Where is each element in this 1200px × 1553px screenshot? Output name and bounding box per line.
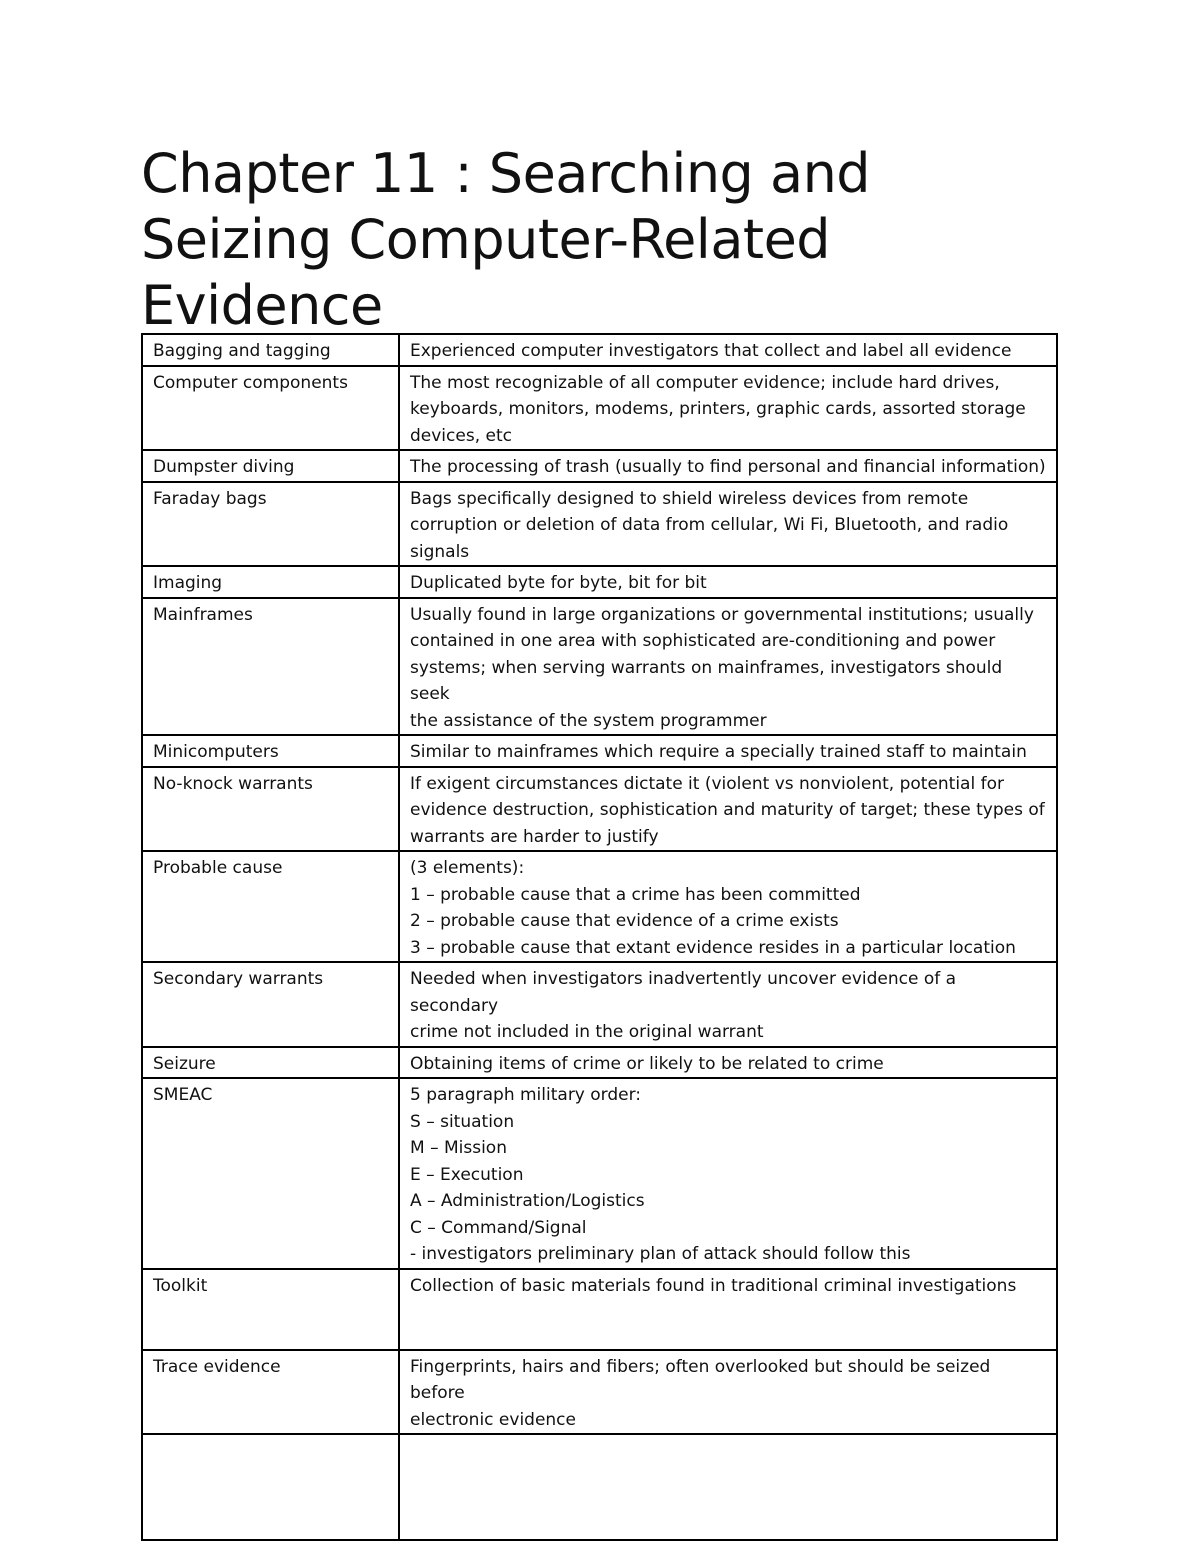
definition-cell: [399, 566, 1057, 598]
table-row: [142, 1047, 1057, 1079]
table-row: [142, 1350, 1057, 1435]
term-cell: Faraday bags: [142, 482, 399, 567]
table-row: [142, 767, 1057, 852]
term-cell: Dumpster diving: [142, 450, 399, 482]
table-row: [142, 735, 1057, 767]
term-cell: Imaging: [142, 566, 399, 598]
definition-cell: [399, 1350, 1057, 1435]
definition-cell: [399, 1047, 1057, 1079]
term-cell: Seizure: [142, 1047, 399, 1079]
term-cell: Bagging and tagging: [142, 334, 399, 366]
definition-line: the assistance of the system programmer: [410, 710, 767, 731]
definition-line: evidence destruction, sophistication and maturity of target; these types of: [410, 800, 1045, 820]
definition-line: Obtaining items of crime or likely to be related to crime: [410, 1053, 884, 1074]
definition-line: Bags specifically designed to shield wireless devices from remote: [410, 488, 969, 509]
definition-line: Similar to mainframes which require a specially trained staff to maintain: [410, 742, 1027, 762]
definition-cell: [399, 450, 1057, 482]
definition-cell: [399, 851, 1057, 962]
term-cell: Toolkit: [142, 1269, 399, 1350]
table-row: [142, 482, 1057, 567]
table-row: [142, 598, 1057, 736]
definition-line: A – Administration/Logistics: [410, 1191, 645, 1211]
term-cell: SMEAC: [142, 1078, 399, 1269]
term-cell: Minicomputers: [142, 735, 399, 767]
definition-line: Usually found in large organizations or governmental institutions; usually: [410, 604, 1034, 625]
definition-line: 1 – probable cause that a crime has been committed: [410, 884, 861, 905]
title-line: Chapter 11 : Searching and: [141, 142, 871, 205]
term-cell: Probable cause: [142, 851, 399, 962]
table-row: [142, 1434, 1057, 1540]
table-row: [142, 851, 1057, 962]
term-cell: Secondary warrants: [142, 962, 399, 1047]
table-row: [142, 334, 1057, 366]
title-line: Seizing Computer-Related: [141, 208, 831, 271]
definition-line: S – situation: [410, 1111, 515, 1132]
definition-line: E – Execution: [410, 1164, 524, 1185]
definition-cell: [399, 1434, 1057, 1540]
definition-line: 2 – probable cause that evidence of a crime exists: [410, 911, 839, 931]
definition-line: 5 paragraph military order:: [410, 1085, 642, 1105]
definition-line: crime not included in the original warrant: [410, 1022, 764, 1042]
definition-cell: [399, 482, 1057, 567]
term-cell: Trace evidence: [142, 1350, 399, 1435]
table-row: [142, 1269, 1057, 1350]
definition-cell: [399, 334, 1057, 366]
definition-line: M – Mission: [410, 1138, 507, 1158]
definition-line: The most recognizable of all computer evidence; include hard drives,: [410, 372, 1000, 393]
definition-line: C – Command/Signal: [410, 1217, 587, 1238]
page-title: [141, 141, 1041, 339]
glossary-table: [141, 333, 1058, 1541]
definition-line: contained in one area with sophisticated are-conditioning and power: [410, 631, 996, 651]
definition-line: systems; when serving warrants on mainframes, investigators should seek: [410, 657, 1008, 704]
definition-line: Needed when investigators inadvertently uncover evidence of a secondary: [410, 969, 962, 1016]
definition-line: If exigent circumstances dictate it (violent vs nonviolent, potential for: [410, 773, 1004, 794]
definition-line: - investigators preliminary plan of attack should follow this: [410, 1244, 911, 1264]
definition-cell: [399, 1078, 1057, 1269]
definition-line: devices, etc: [410, 425, 512, 446]
definition-cell: [399, 1269, 1057, 1350]
definition-line: warrants are harder to justify: [410, 826, 659, 847]
term-cell: Mainframes: [142, 598, 399, 736]
table-row: [142, 450, 1057, 482]
term-cell: [142, 1434, 399, 1540]
definition-line: Fingerprints, hairs and fibers; often overlooked but should be seized before: [410, 1356, 996, 1403]
table-row: [142, 1078, 1057, 1269]
definition-line: Duplicated byte for byte, bit for bit: [410, 573, 707, 593]
definition-line: keyboards, monitors, modems, printers, graphic cards, assorted storage: [410, 399, 1026, 419]
definition-cell: [399, 366, 1057, 451]
definition-line: Collection of basic materials found in traditional criminal investigations: [410, 1275, 1017, 1296]
definition-cell: [399, 962, 1057, 1047]
definition-line: 3 – probable cause that extant evidence resides in a particular location: [410, 937, 1016, 958]
definition-line: (3 elements):: [410, 858, 525, 878]
glossary-body: [142, 334, 1057, 1540]
title-line: Evidence: [141, 274, 383, 337]
definition-line: The processing of trash (usually to find personal and financial information): [410, 457, 1046, 477]
term-cell: No-knock warrants: [142, 767, 399, 852]
definition-cell: [399, 735, 1057, 767]
definition-line: corruption or deletion of data from cellular, Wi Fi, Bluetooth, and radio: [410, 515, 1009, 535]
definition-cell: [399, 598, 1057, 736]
term-cell: Computer components: [142, 366, 399, 451]
table-row: [142, 962, 1057, 1047]
definition-line: Experienced computer investigators that collect and label all evidence: [410, 341, 1012, 361]
definition-line: signals: [410, 541, 470, 562]
table-row: [142, 566, 1057, 598]
definition-cell: [399, 767, 1057, 852]
definition-line: electronic evidence: [410, 1409, 576, 1430]
table-row: [142, 366, 1057, 451]
